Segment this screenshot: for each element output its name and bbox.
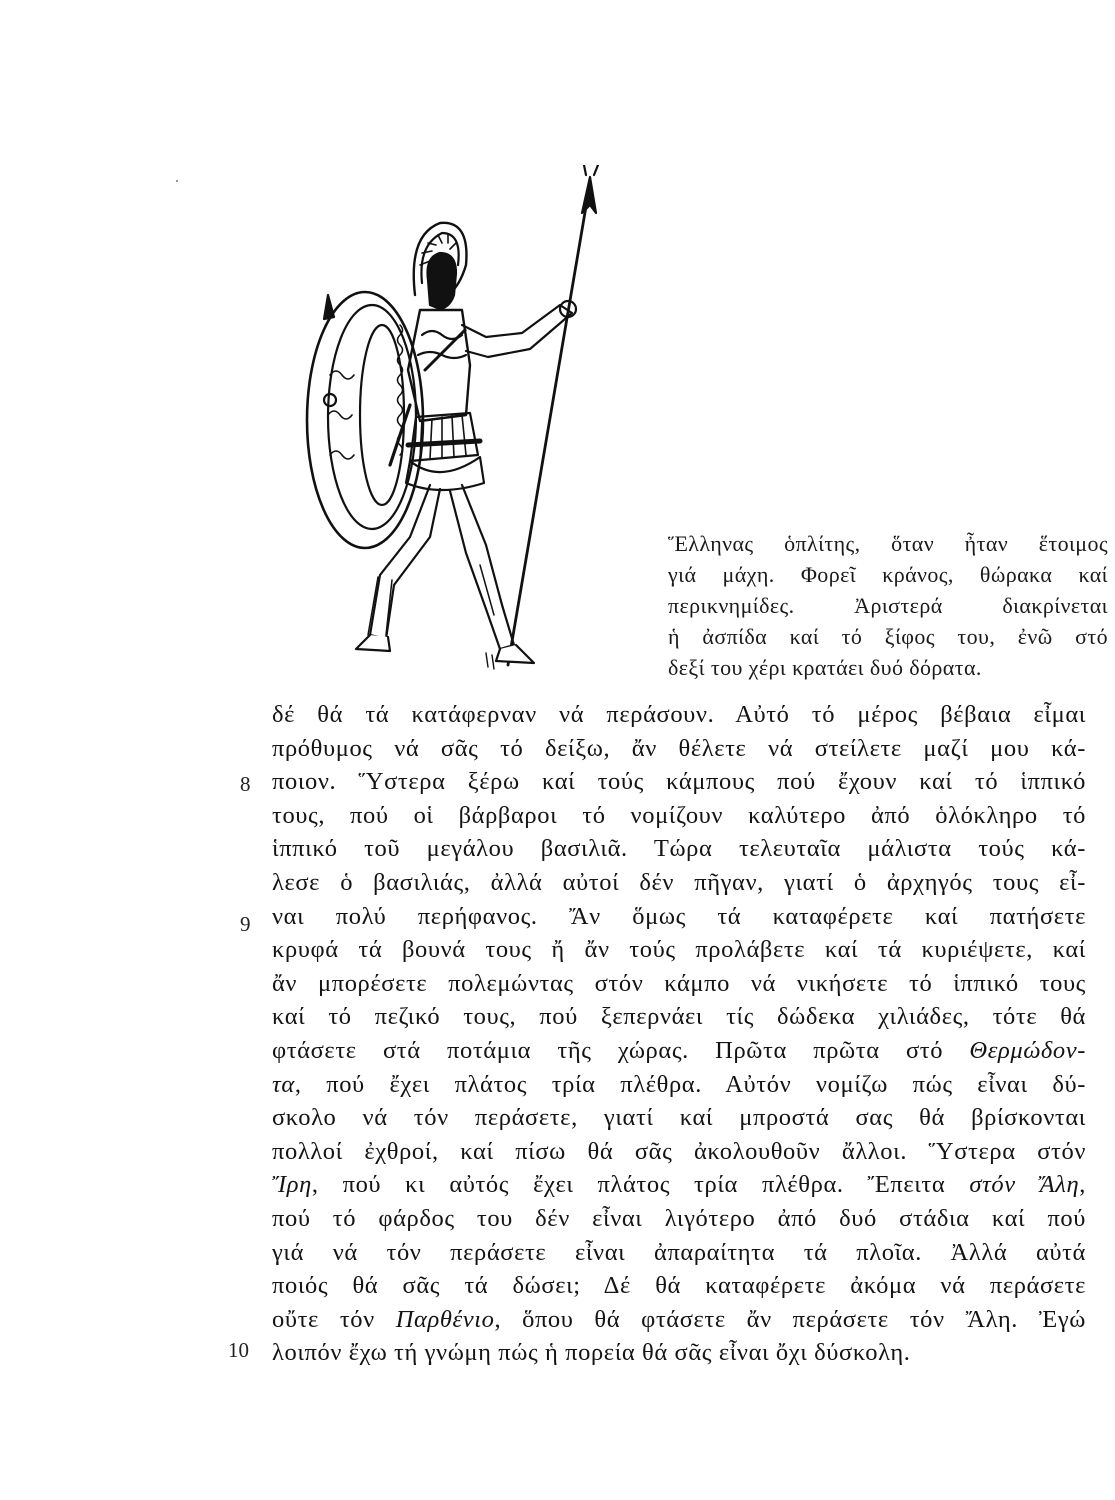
river-name-italic: Θερμώδον- bbox=[969, 1036, 1086, 1064]
text-line: καί τό πεζικό τους, πού ξεπερνάει τίς δώδεκα χιλιάδες, τότε θά bbox=[272, 1003, 1086, 1031]
river-name-italic: στόν Ἄλη bbox=[969, 1171, 1080, 1199]
text-segment: , πού κι αὐτός ἔχει πλάτος τρία πλέθρα. Ἔπειτα bbox=[311, 1171, 970, 1199]
text-line: πολλοί ἐχθροί, καί πίσω θά σᾶς ἀκολουθοῦν ἄλλοι. Ὕστερα στόν bbox=[272, 1137, 1086, 1165]
text-segment: οὔτε τόν bbox=[272, 1305, 396, 1333]
text-line: ποιός θά σᾶς τά δώσει; Δέ θά καταφέρετε ἀκόμα νά περάσετε bbox=[272, 1272, 1086, 1300]
text-line: λοιπόν ἔχω τή γνώμη πώς ἡ πορεία θά σᾶς εἶναι ὄχι δύσκολη. bbox=[272, 1339, 911, 1367]
river-name-italic: Παρθένιο bbox=[395, 1305, 495, 1333]
river-name-italic: τα bbox=[272, 1070, 295, 1098]
text-line: λεσε ὁ βασιλιάς, ἀλλά αὐτοί δέν πῆγαν, γιατί ὁ ἀρχηγός τους εἶ- bbox=[272, 868, 1086, 896]
text-segment: , bbox=[1079, 1171, 1086, 1199]
text-line: δέ θά τά κατάφερναν νά περάσουν. Αὐτό τό μέρος βέβαια εἶμαι bbox=[272, 701, 1086, 728]
caption-line: περικνημίδες. Ἀριστερά διακρίνεται bbox=[668, 593, 1108, 618]
text-line: κρυφά τά βουνά τους ἤ ἄν τούς προλάβετε καί τά κυριέψετε, καί bbox=[272, 936, 1086, 964]
text-line: ποιον. Ὕστερα ξέρω καί τούς κάμπους πού ἔχουν καί τό ἱππικό bbox=[272, 768, 1086, 796]
figure-caption bbox=[668, 528, 1108, 683]
text-line: πού τό φάρδος του δέν εἶναι λιγότερο ἀπό δυό στάδια καί πού bbox=[272, 1204, 1086, 1232]
text-line: τους, πού οἱ βάρβαροι τό νομίζουν καλύτερο ἀπό ὁλόκληρο τό bbox=[272, 801, 1086, 829]
text-line: γιά νά τόν περάσετε εἶναι ἀπαραίτητα τά πλοῖα. Ἀλλά αὐτά bbox=[272, 1238, 1086, 1266]
text-line bbox=[272, 1034, 1086, 1068]
text-segment: , πού ἔχει πλάτος τρία πλέθρα. Αὐτόν νομίζω πώς εἶναι δύ- bbox=[294, 1070, 1086, 1098]
text-segment: , ὅπου θά φτάσετε ἄν περάσετε τόν Ἄλη. Ἐγώ bbox=[494, 1305, 1086, 1333]
text-line bbox=[272, 1068, 1086, 1102]
text-line bbox=[272, 1168, 1086, 1202]
text-line: ναι πολύ περήφανος. Ἄν ὅμως τά καταφέρετε καί πατήσετε bbox=[272, 902, 1086, 930]
hoplite-warrior-illustration bbox=[290, 165, 610, 675]
caption-line: Ἕλληνας ὁπλίτης, ὅταν ἦταν ἕτοιμος bbox=[668, 531, 1108, 556]
text-line: ἱππικό τοῦ μεγάλου βασιλιᾶ. Τώρα τελευταῖα μάλιστα τούς κά- bbox=[272, 835, 1086, 863]
text-segment: φτάσετε στά ποτάμια τῆς χώρας. Πρῶτα πρῶτα στό bbox=[272, 1036, 970, 1064]
text-line: πρόθυμος νά σᾶς τό δείξω, ἄν θέλετε νά στείλετε μαζί μου κά- bbox=[272, 734, 1086, 762]
river-name-italic: Ἴρη bbox=[272, 1171, 312, 1199]
caption-line: γιά μάχη. Φορεῖ κράνος, θώρακα καί bbox=[668, 562, 1108, 587]
body-text bbox=[272, 698, 1086, 1370]
section-number-9: 9 bbox=[240, 912, 251, 936]
caption-line: ἡ ἀσπίδα καί τό ξίφος του, ἐνῶ στό bbox=[668, 624, 1108, 649]
hoplite-icon bbox=[290, 165, 610, 675]
stray-mark bbox=[176, 180, 178, 182]
caption-line: δεξί του χέρι κρατάει δυό δόρατα. bbox=[668, 655, 982, 680]
text-line: σκολο νά τόν περάσετε, γιατί καί μπροστά σας θά βρίσκονται bbox=[272, 1104, 1086, 1132]
section-number-10: 10 bbox=[228, 1338, 249, 1362]
section-number-8: 8 bbox=[240, 772, 251, 796]
text-line bbox=[272, 1303, 1086, 1337]
text-line: ἄν μπορέσετε πολεμώντας στόν κάμπο νά νικήσετε τό ἱππικό τους bbox=[272, 969, 1086, 997]
